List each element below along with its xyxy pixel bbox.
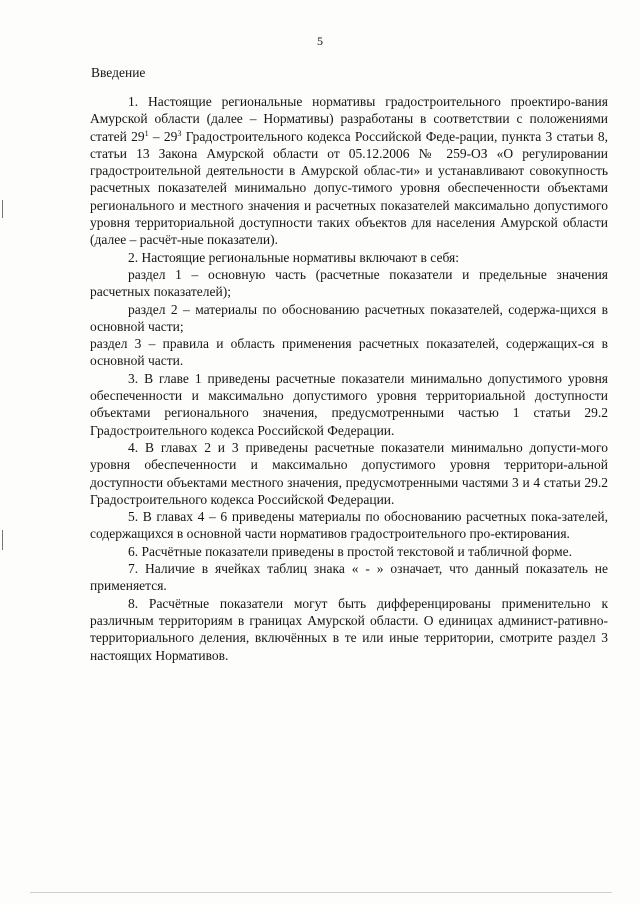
paragraph-7: 7. Наличие в ячейках таблиц знака « - » означает, что данный показатель не применяется. (90, 561, 608, 594)
scan-artifact-bottom-line (30, 892, 612, 893)
superscript-1: 1 (144, 128, 149, 138)
section-heading: Введение (91, 65, 146, 80)
paragraph-2-item-2: раздел 2 – материалы по обоснованию расчетных показателей, содержа-щихся в основной части; (90, 301, 608, 334)
document-body (90, 93, 608, 664)
scan-artifact-line (2, 200, 3, 218)
scan-artifact-line (2, 530, 3, 550)
paragraph-5: 5. В главах 4 – 6 приведены материалы по обоснованию расчетных пока-зателей, содержащихся в основной части нормативов градостроительного про-ектирования. (90, 509, 608, 542)
paragraph-1 (90, 93, 608, 249)
paragraph-2-item-3: раздел 3 – правила и область применения расчетных показателей, содержащих-ся в основной части. (90, 336, 608, 369)
paragraph-1-text-b: – 29 (148, 128, 178, 144)
paragraph-2-item-1: раздел 1 – основную часть (расчетные показатели и предельные значения расчетных показателей); (90, 266, 608, 300)
paragraph-2: 2. Настоящие региональные нормативы включают в себя: (128, 249, 459, 265)
paragraph-6: 6. Расчётные показатели приведены в простой текстовой и табличной форме. (128, 543, 572, 559)
page-number: 5 (317, 34, 323, 48)
paragraph-8: 8. Расчётные показатели могут быть дифференцированы применительно к различным территориям в границах Амурской области. О единицах админист-ративно-территориального деления, включённых в те или иные территории, смотрите раздел 3 настоящих Нормативов. (90, 595, 608, 663)
paragraph-4: 4. В главах 2 и 3 приведены расчетные показатели минимально допусти-мого уровня обеспеченности и максимально допустимого уровня территори-альной доступности объектами местного значения, предусмотренными частями 3 и 4 статьи 29.2 Градостроительного кодекса Российской Федерации. (90, 439, 608, 507)
paragraph-3: 3. В главе 1 приведены расчетные показатели минимально допустимого уровня обеспеченности и максимально допустимого уровня территориальной доступности объектами регионального значения, предусмотренными частью 1 статьи 29.2 Градостроительного кодекса Российской Федерации. (90, 370, 608, 438)
paragraph-1-text-a: 1. Настоящие региональные нормативы градостроительного проектиро-вания Амурской области (далее – Нормативы) разработаны в соответствии с положениями статей 29 (90, 94, 608, 144)
paragraph-1-text-c: Градостроительного кодекса Российской Феде-рации, пункта 3 статьи 8, статьи 13 Закона Амурской области от 05.12.2006 № 259-ОЗ «О регулировании градостроительной деятельности в Амурской облас-ти» и устанавливают совокупность расчетных показателей минимально допус-тимого уровня обеспеченности объектами регионального и местного значения и расчетных показателей максимально допустимого уровня территориальной доступности таких объектов для населения Амурской области (далее – расчёт-ные показатели). (90, 128, 608, 248)
superscript-3: 3 (177, 128, 182, 138)
